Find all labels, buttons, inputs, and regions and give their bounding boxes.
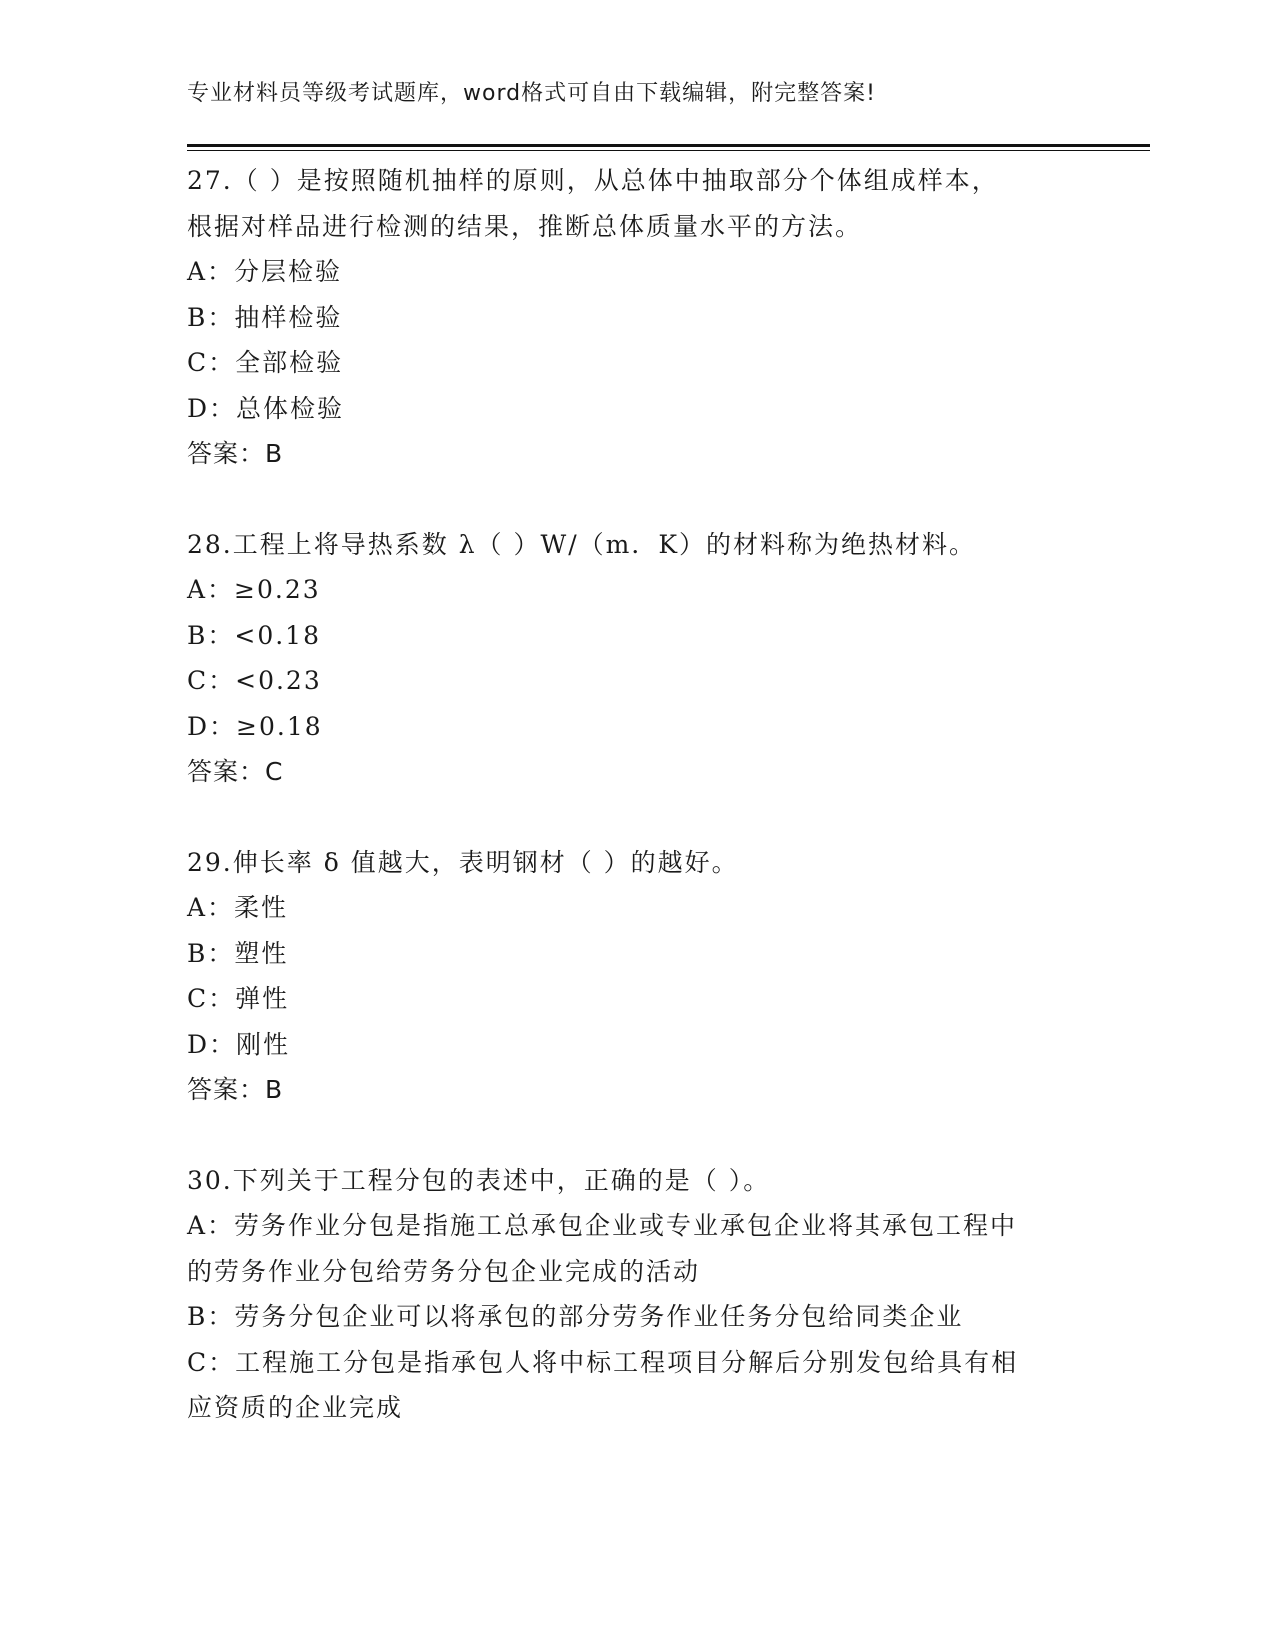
answer: 答案：B <box>187 439 284 468</box>
question-list <box>187 158 1087 1431</box>
option-c: C：工程施工分包是指承包人将中标工程项目分解后分别发包给具有相 <box>187 1347 1019 1377</box>
option-c: C：<0.23 <box>187 666 322 695</box>
question-stem: 28.工程上将导热系数 λ（ ）W/（m．K）的材料称为绝热材料。 <box>187 529 977 559</box>
answer: 答案：C <box>187 757 284 786</box>
question-28 <box>187 522 1087 795</box>
option-c: C：弹性 <box>187 984 290 1013</box>
option-d: D：总体检验 <box>187 393 345 423</box>
question-spacer <box>187 795 1087 840</box>
option-b: B：<0.18 <box>187 620 321 650</box>
page-header: 专业材料员等级考试题库，word格式可自由下载编辑，附完整答案! <box>187 81 876 106</box>
answer: 答案：B <box>187 1075 284 1104</box>
question-29 <box>187 840 1087 1113</box>
option-b: B：抽样检验 <box>187 302 343 332</box>
option-c: C：全部检验 <box>187 348 344 377</box>
option-c-continued: 应资质的企业完成 <box>187 1393 404 1422</box>
question-stem: 29.伸长率 δ 值越大，表明钢材（ ）的越好。 <box>187 847 739 877</box>
question-stem: 30.下列关于工程分包的表述中，正确的是（ ）。 <box>187 1165 771 1195</box>
option-a: A：分层检验 <box>187 257 343 286</box>
option-a: A：≥0.23 <box>187 575 321 604</box>
question-27 <box>187 158 1087 477</box>
question-stem: 27.（ ）是按照随机抽样的原则，从总体中抽取部分个体组成样本， <box>187 166 999 195</box>
option-a: A：柔性 <box>187 893 289 922</box>
option-b: B：劳务分包企业可以将承包的部分劳务作业任务分包给同类企业 <box>187 1302 964 1331</box>
option-a-continued: 的劳务作业分包给劳务分包企业完成的活动 <box>187 1256 701 1286</box>
question-spacer <box>187 1113 1087 1158</box>
question-spacer <box>187 477 1087 522</box>
header-divider-thick <box>187 144 1150 147</box>
option-a: A：劳务作业分包是指施工总承包企业或专业承包企业将其承包工程中 <box>187 1211 1018 1240</box>
option-b: B：塑性 <box>187 938 289 968</box>
header-divider-thin <box>187 150 1150 151</box>
option-d: D：≥0.18 <box>187 711 323 741</box>
question-30 <box>187 1158 1087 1431</box>
option-d: D：刚性 <box>187 1029 291 1059</box>
question-stem: 根据对样品进行检测的结果，推断总体质量水平的方法。 <box>187 211 863 241</box>
